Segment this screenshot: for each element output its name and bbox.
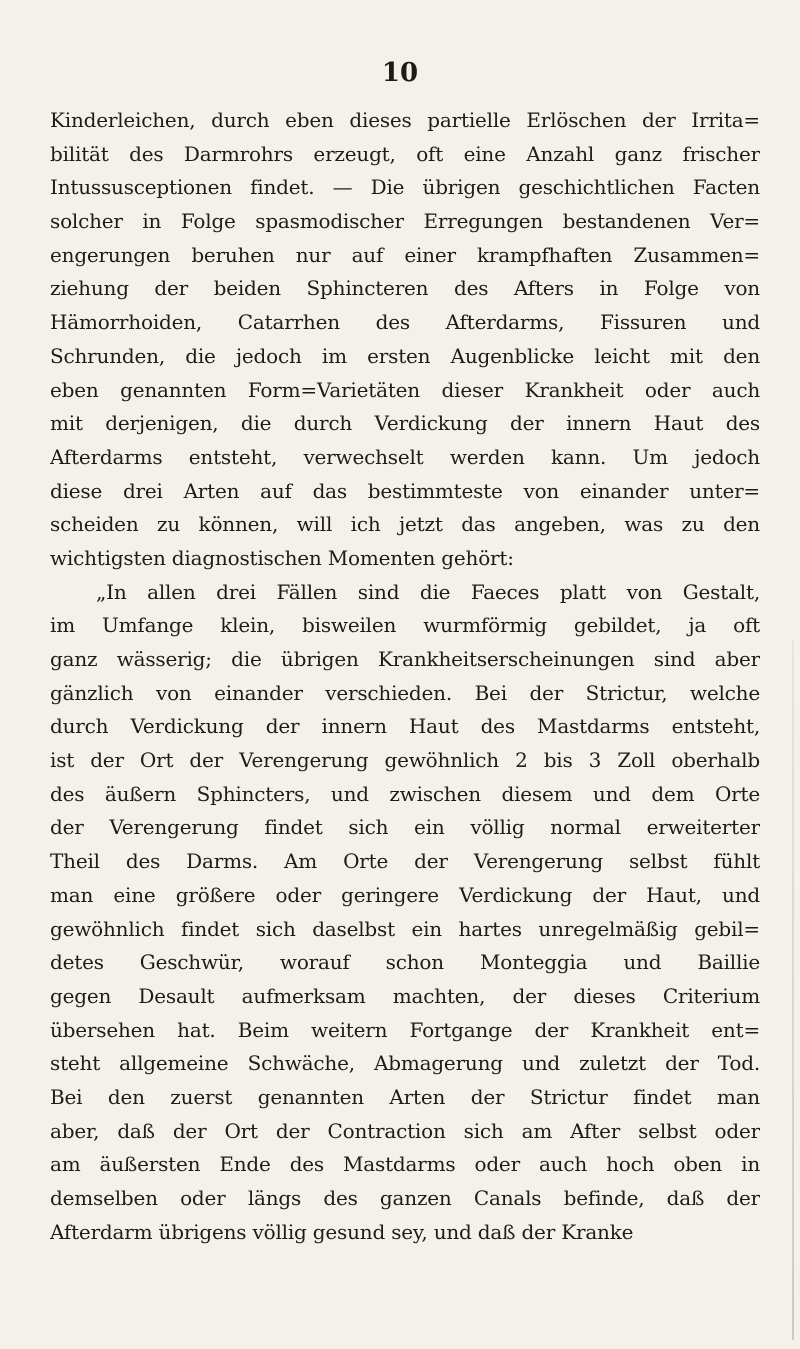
text-line: ist der Ort der Verengerung gewöhnlich 2 bis 3 Zoll oberhalb [50,748,760,773]
text-line: detes Geschwür, worauf schon Monteggia und Baillie [50,950,760,975]
text-line: wichtigsten diagnostischen Momenten gehört: [50,545,514,570]
text-line: steht allgemeine Schwäche, Abmagerung und zuletzt der Tod. [50,1051,760,1076]
text-line: Intussusceptionen findet. — Die übrigen geschichtlichen Facten [50,175,760,200]
text-line: ganz wässerig; die übrigen Krankheitserscheinungen sind aber [50,647,760,671]
text-line: übersehen hat. Beim weitern Fortgange der Krankheit ent= [50,1017,760,1042]
text-line: „In allen drei Fällen sind die Faeces platt von Gestalt, [96,579,760,604]
text-line: der Verengerung findet sich ein völlig normal erweiterter [50,815,760,840]
body-text [50,104,760,1249]
text-line: Theil des Darms. Am Orte der Verengerung selbst fühlt [50,849,760,874]
text-line: aber, daß der Ort der Contraction sich am After selbst oder [50,1118,760,1143]
text-line: im Umfange klein, bisweilen wurmförmig gebildet, ja oft [50,613,760,638]
text-line: gewöhnlich findet sich daselbst ein hartes unregelmäßig gebil= [50,916,760,941]
text-line: bilität des Darmrohrs erzeugt, oft eine Anzahl ganz frischer [50,141,760,166]
text-line: am äußersten Ende des Mastdarms oder auch hoch oben in [50,1152,760,1177]
page-edge-shadow [792,640,794,1340]
text-line: Kinderleichen, durch eben dieses partielle Erlöschen der Irrita= [50,108,760,132]
text-line: engerungen beruhen nur auf einer krampfhaften Zusammen= [50,242,760,267]
text-line: mit derjenigen, die durch Verdickung der innern Haut des [50,411,760,436]
text-line: Schrunden, die jedoch im ersten Augenblicke leicht mit den [50,343,760,368]
text-line: Bei den zuerst genannten Arten der Strictur findet man [50,1084,760,1109]
text-line: demselben oder längs des ganzen Canals befinde, daß der [50,1186,760,1210]
text-line: ziehung der beiden Sphincteren des Afters in Folge von [50,276,760,301]
page-number: 10 [381,58,419,88]
text-line: diese drei Arten auf das bestimmteste von einander unter= [50,478,760,503]
text-line: Afterdarm übrigens völlig gesund sey, und daß der Kranke [50,1219,634,1244]
text-line: gegen Desault aufmerksam machten, der dieses Criterium [50,983,760,1008]
text-line: scheiden zu können, will ich jetzt das angeben, was zu den [50,512,760,537]
text-line: solcher in Folge spasmodischer Erregungen bestandenen Ver= [50,209,760,234]
text-line: Hämorrhoiden, Catarrhen des Afterdarms, Fissuren und [50,310,760,335]
text-line: gänzlich von einander verschieden. Bei der Strictur, welche [50,680,760,705]
text-line: durch Verdickung der innern Haut des Mastdarms entsteht, [50,714,760,739]
text-line: Afterdarms entsteht, verwechselt werden kann. Um jedoch [50,444,760,469]
text-line: des äußern Sphincters, und zwischen diesem und dem Orte [50,781,760,806]
text-line: man eine größere oder geringere Verdickung der Haut, und [50,882,760,907]
text-line: eben genannten Form=Varietäten dieser Krankheit oder auch [50,377,760,402]
